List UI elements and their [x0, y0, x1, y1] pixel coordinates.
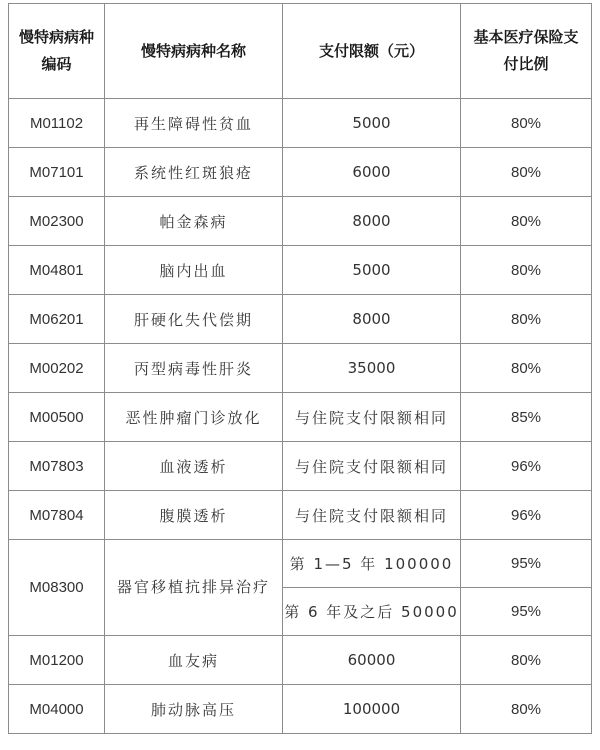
payment-limit: 与住院支付限额相同 — [283, 491, 461, 540]
payment-limit: 第 6 年及之后 50000 — [283, 588, 461, 636]
disease-name: 器官移植抗排异治疗 — [105, 540, 283, 636]
table-row — [9, 246, 592, 295]
insurance-ratio: 80% — [461, 197, 592, 246]
payment-limit: 100000 — [283, 685, 461, 734]
insurance-ratio: 80% — [461, 344, 592, 393]
insurance-ratio: 85% — [461, 393, 592, 442]
disease-name: 丙型病毒性肝炎 — [105, 344, 283, 393]
disease-code: M07101 — [9, 148, 105, 197]
header-name: 慢特病病种名称 — [105, 4, 283, 99]
disease-name: 恶性肿瘤门诊放化 — [105, 393, 283, 442]
payment-limit: 35000 — [283, 344, 461, 393]
table-row — [9, 636, 592, 685]
disease-code: M07804 — [9, 491, 105, 540]
disease-code: M07803 — [9, 442, 105, 491]
table-row — [9, 148, 592, 197]
header-amount: 支付限额（元） — [283, 4, 461, 99]
table-row — [9, 685, 592, 734]
disease-name: 帕金森病 — [105, 197, 283, 246]
disease-name: 系统性红斑狼疮 — [105, 148, 283, 197]
header-code: 慢特病病种编码 — [9, 4, 105, 99]
payment-limit-table — [8, 3, 592, 734]
insurance-ratio: 96% — [461, 491, 592, 540]
disease-code: M01102 — [9, 99, 105, 148]
insurance-ratio: 80% — [461, 685, 592, 734]
table-row — [9, 491, 592, 540]
disease-name: 肺动脉高压 — [105, 685, 283, 734]
insurance-ratio: 95% — [461, 540, 592, 588]
table-row — [9, 99, 592, 148]
payment-limit: 第 1—5 年 100000 — [283, 540, 461, 588]
disease-code: M01200 — [9, 636, 105, 685]
disease-name: 再生障碍性贫血 — [105, 99, 283, 148]
table-row — [9, 442, 592, 491]
payment-limit: 5000 — [283, 99, 461, 148]
insurance-ratio: 80% — [461, 246, 592, 295]
disease-code: M00202 — [9, 344, 105, 393]
disease-name: 脑内出血 — [105, 246, 283, 295]
insurance-ratio: 95% — [461, 588, 592, 636]
disease-name: 腹膜透析 — [105, 491, 283, 540]
disease-code: M06201 — [9, 295, 105, 344]
disease-name: 血友病 — [105, 636, 283, 685]
payment-limit: 与住院支付限额相同 — [283, 442, 461, 491]
payment-limit: 与住院支付限额相同 — [283, 393, 461, 442]
payment-limit: 8000 — [283, 295, 461, 344]
insurance-ratio: 80% — [461, 636, 592, 685]
header-ratio: 基本医疗保险支付比例 — [461, 4, 592, 99]
insurance-ratio: 80% — [461, 148, 592, 197]
insurance-ratio: 96% — [461, 442, 592, 491]
disease-code: M00500 — [9, 393, 105, 442]
table-row — [9, 393, 592, 442]
disease-code: M08300 — [9, 540, 105, 636]
payment-limit: 60000 — [283, 636, 461, 685]
disease-name: 肝硬化失代偿期 — [105, 295, 283, 344]
disease-code: M04000 — [9, 685, 105, 734]
table-row — [9, 197, 592, 246]
disease-code: M04801 — [9, 246, 105, 295]
table-row — [9, 344, 592, 393]
payment-limit: 8000 — [283, 197, 461, 246]
table-header-row — [9, 4, 592, 99]
table-row — [9, 540, 592, 588]
table-row — [9, 295, 592, 344]
insurance-ratio: 80% — [461, 295, 592, 344]
insurance-ratio: 80% — [461, 99, 592, 148]
disease-code: M02300 — [9, 197, 105, 246]
disease-name: 血液透析 — [105, 442, 283, 491]
payment-limit: 6000 — [283, 148, 461, 197]
payment-limit: 5000 — [283, 246, 461, 295]
